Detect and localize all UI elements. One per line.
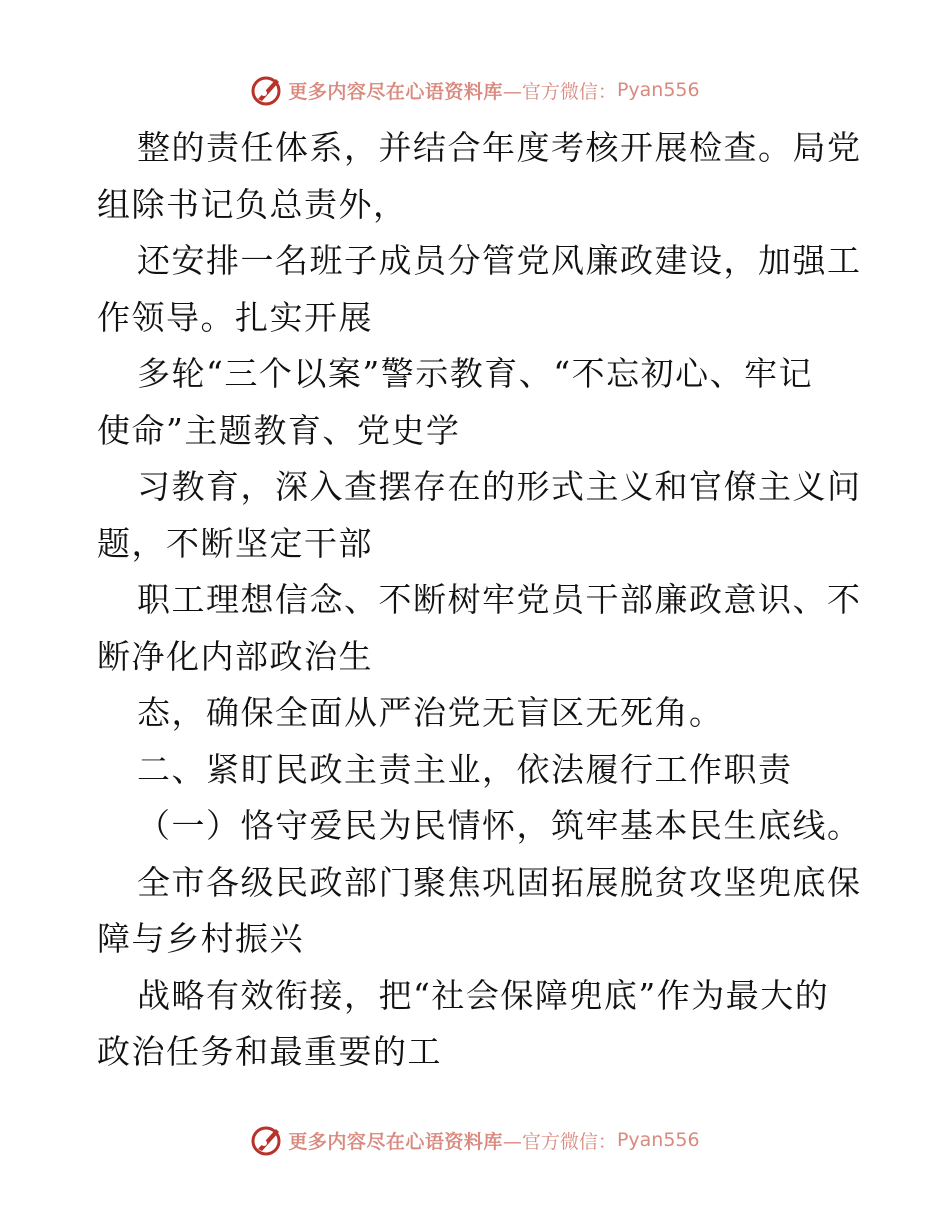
- text-line: 组除书记负总责外，: [97, 184, 408, 224]
- watermark-title: 更多内容尽在心语资料库: [288, 1130, 503, 1153]
- watermark-wechat-id: Pyan556: [616, 1129, 700, 1151]
- text-line: 职工理想信念、不断树牢党员干部廉政意识、不: [137, 580, 862, 619]
- text-line: 二、紧盯民政主责主业，依法履行工作职责: [137, 749, 793, 789]
- header-watermark: [0, 70, 950, 110]
- brush-logo-icon: [250, 73, 284, 107]
- text-line: 多轮“三个以案”警示教育、“不忘初心、牢记: [137, 354, 814, 393]
- text-line: 断净化内部政治生: [97, 636, 373, 676]
- text-line: 全市各级民政部门聚焦巩固拓展脱贫攻坚兜底保: [137, 862, 862, 902]
- text-line: 习教育，深入查摆存在的形式主义和官僚主义问: [137, 467, 862, 506]
- footer-watermark: [0, 1120, 950, 1160]
- text-line: 障与乡村振兴: [97, 919, 304, 958]
- watermark-separator: —官方微信：: [502, 80, 617, 103]
- text-line: 战略有效衔接，把“社会保障兜底”作为最大的: [137, 975, 830, 1015]
- watermark-separator: —官方微信：: [502, 1130, 617, 1153]
- text-line: （一）恪守爱民为民情怀，筑牢基本民生底线。: [137, 806, 862, 845]
- text-line: 使命”主题教育、党史学: [97, 410, 461, 450]
- text-line: 整的责任体系，并结合年度考核开展检查。局党: [137, 128, 862, 167]
- text-line: 作领导。扎实开展: [97, 297, 373, 337]
- text-line: 题，不断坚定干部: [97, 523, 373, 563]
- brush-logo-icon: [250, 1123, 284, 1157]
- text-line: 还安排一名班子成员分管党风廉政建设，加强工: [137, 241, 862, 280]
- watermark-wechat-id: Pyan556: [616, 79, 700, 101]
- text-line: 政治任务和最重要的工: [97, 1032, 442, 1071]
- body-text: [97, 120, 862, 1081]
- text-line: 态，确保全面从严治党无盲区无死角。: [137, 693, 724, 732]
- watermark-title: 更多内容尽在心语资料库: [288, 80, 503, 103]
